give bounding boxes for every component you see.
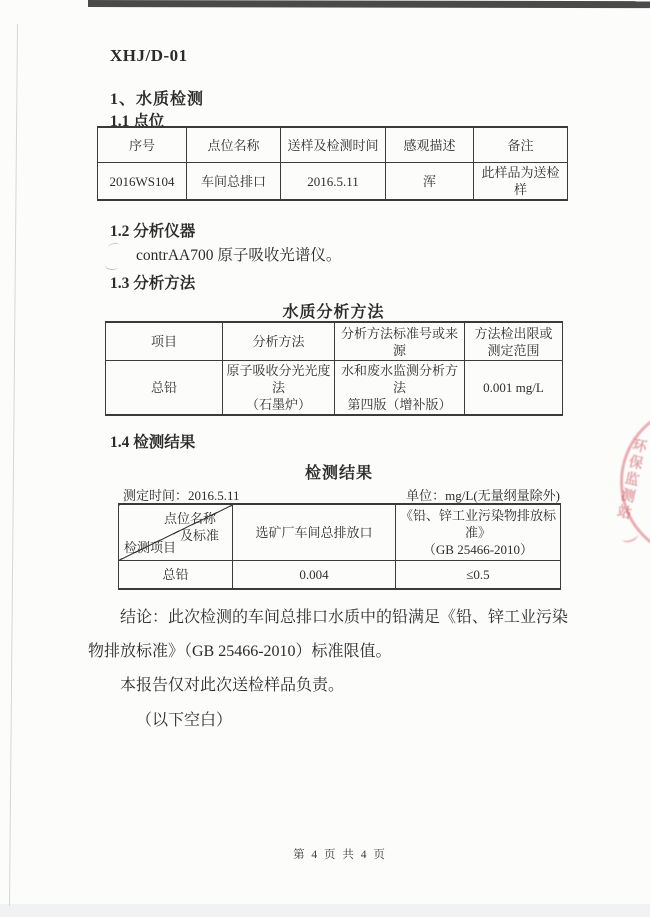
- red-seal-text: 环保监测站: [613, 436, 648, 523]
- col-header-seq: 序号: [98, 127, 187, 163]
- paper-edge-line: [9, 24, 18, 906]
- methods-table-title: 水质分析方法: [282, 304, 385, 321]
- section-1-1-heading: 1.1 点位: [110, 113, 165, 130]
- corner-label-standard: 及标准: [179, 528, 219, 543]
- document-code: XHJ/D-01: [110, 46, 188, 65]
- results-table: [118, 503, 561, 590]
- method-line2: （石墨炉）: [245, 397, 311, 412]
- cell-value: 0.004: [233, 561, 396, 590]
- cell-time: 2016.5.11: [281, 163, 386, 201]
- col-header-note: 备注: [474, 127, 568, 163]
- measure-time-value: 2016.5.11: [188, 488, 240, 503]
- measure-time-label: 测定时间：: [123, 488, 189, 503]
- col-header-site: 点位名称: [187, 127, 281, 163]
- instrument-text: contrAA700 原子吸收光谱仪。: [136, 247, 342, 264]
- corner-label-site: 点位名称: [163, 511, 216, 526]
- results-table-header-row: [119, 504, 561, 561]
- col-header-standard: 分析方法标准号或来源: [335, 322, 465, 361]
- limit-header-line1: 方法检出限或: [474, 325, 553, 341]
- red-seal-squiggle-icon: [620, 529, 640, 545]
- results-meta-row: [118, 485, 560, 504]
- points-table-header-row: [98, 127, 568, 163]
- cell-note: 此样品为送检样: [474, 163, 568, 201]
- standard-name-line1: 《铅、锌工业污染物排放标准》: [399, 508, 556, 540]
- section-1-2-heading: 1.2 分析仪器: [110, 223, 196, 240]
- col-header-limit: [465, 322, 563, 361]
- col-header-method: 分析方法: [223, 322, 335, 361]
- pencil-mark: [105, 261, 119, 270]
- cell-standard: [335, 361, 465, 416]
- col-header-appearance: 感观描述: [386, 127, 474, 163]
- pencil-mark: [107, 242, 120, 251]
- unit-label: 单位：: [406, 488, 446, 503]
- blank-below-note: （以下空白）: [136, 712, 233, 729]
- scan-top-edge: [88, 0, 650, 8]
- results-table-row: [119, 561, 561, 590]
- methods-table-row: [106, 361, 563, 416]
- limit-header-line2: 测定范围: [487, 342, 540, 358]
- results-table-title: 检测结果: [304, 465, 373, 482]
- cell-method: [223, 361, 335, 416]
- points-table: [97, 126, 568, 201]
- corner-label-item: 检测项目: [124, 540, 177, 555]
- section-1-4-heading: 1.4 检测结果: [110, 434, 196, 451]
- standard-line2: 第四版（增补版）: [347, 397, 452, 412]
- conclusion-text: 结论：此次检测的车间总排口水质中的铅满足《铅、锌工业污染物排放标准》（GB 25466-2010）标准限值。: [88, 609, 569, 660]
- section-1-heading: 1、水质检测: [110, 91, 205, 108]
- diagonal-header-cell: [119, 504, 233, 561]
- cell-item: 总铅: [106, 361, 223, 416]
- points-table-row: [98, 163, 568, 201]
- cell-limit: ≤0.5: [396, 561, 561, 590]
- cell-limit: 0.001 mg/L: [465, 361, 563, 416]
- scan-bottom-edge: [0, 904, 650, 917]
- page-number: 第 4 页 共 4 页: [293, 849, 387, 861]
- col-header-standard: [396, 504, 561, 561]
- section-1-3-heading: 1.3 分析方法: [110, 275, 196, 292]
- unit-note: [406, 485, 560, 504]
- standard-name-line2: （GB 25466-2010）: [422, 542, 534, 557]
- col-header-time: 送样及检测时间: [281, 127, 386, 163]
- method-line1: 原子吸收分光光度法: [226, 363, 331, 395]
- methods-table: [105, 321, 563, 416]
- cell-seq: 2016WS104: [98, 163, 187, 201]
- col-header-item: 项目: [106, 322, 223, 361]
- unit-value: mg/L(无量纲量除外): [445, 488, 560, 503]
- methods-table-header-row: [106, 322, 563, 361]
- cell-site: 车间总排口: [187, 163, 281, 201]
- standard-line1: 水和废水监测分析方法: [340, 363, 458, 395]
- responsibility-note: 本报告仅对此次送检样品负责。: [120, 677, 345, 694]
- col-header-outfall: 选矿厂车间总排放口: [233, 504, 396, 561]
- cell-item: 总铅: [119, 561, 233, 590]
- measure-time: [118, 485, 240, 504]
- cell-appearance: 浑: [386, 163, 474, 201]
